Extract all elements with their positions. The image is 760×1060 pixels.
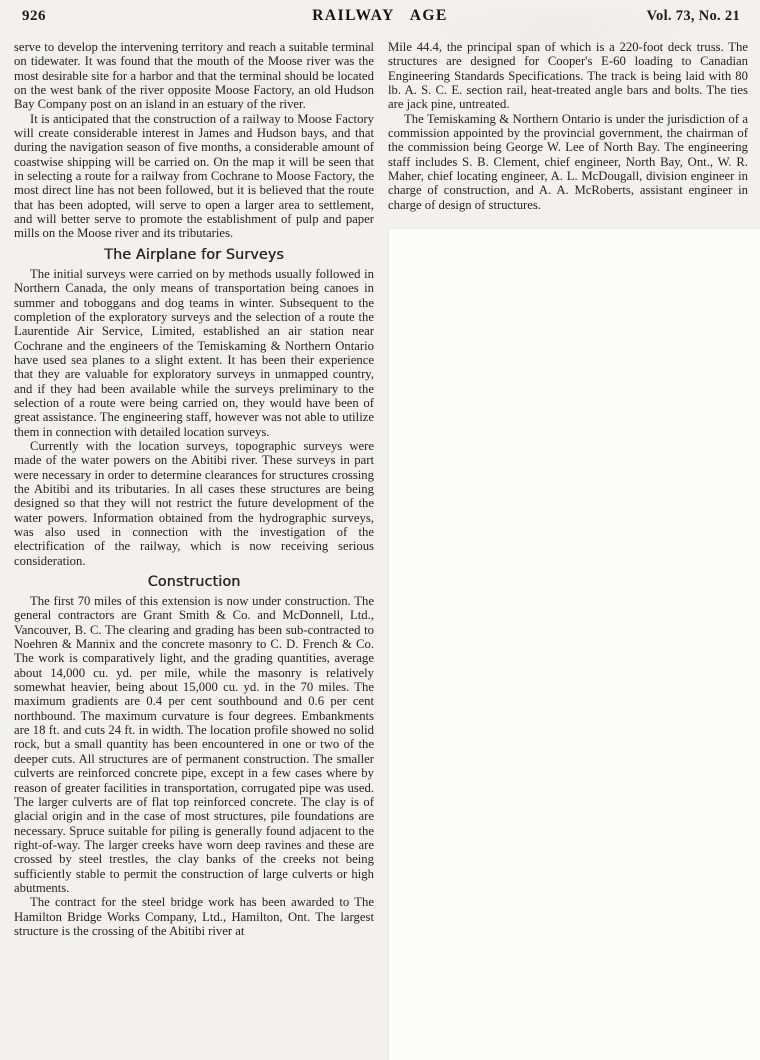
paragraph: The first 70 miles of this extension is now under construction. The general contractors are Grant Smith & Co. and McDonnell, Ltd., Vancouver, B. C. The clearing and grading has been sub-contracted to Noehren & Mannix and the concrete masonry to C. D. French & Co. The work is comparatively light, and the grading quantities, average about 14,000 cu. yd. per mile, while the masonry is relatively somewhat heavier, being about 15,000 cu. yd. in the 70 miles. The maximum gradients are 0.4 per cent southbound and 0.6 per cent northbound. The maximum curvature is four degrees. Embankments are 18 ft. and cuts 24 ft. in width. The location profile showed no solid rock, but a small quantity has been encountered in one or two of the deeper cuts. All structures are of permanent construction. The smaller culverts are reinforced concrete pipe, except in a few cases where by reason of greater facilities in transportation, corrugated pipe was used. The larger culverts are of flat top reinforced concrete. The clay is of glacial origin and in the case of most structures, pile foundations are necessary. Spruce suitable for piling is generally found adjacent to the right-of-way. The larger creeks have worn deep ravines and these are crossed by steel trestles, the clay banks of the creeks not being sufficiently stable to permit the construction of large culverts or high abutments.: [14, 594, 374, 895]
paragraph: The contract for the steel bridge work has been awarded to The Hamilton Bridge Works Company, Ltd., Hamilton, Ont. The largest structure is the crossing of the Abitibi river at: [14, 895, 374, 938]
section-heading-construction: Construction: [147, 574, 241, 591]
right-column: [388, 40, 748, 1052]
volume-issue: Vol. 73, No. 21: [646, 8, 740, 24]
left-column: [14, 40, 374, 1052]
journal-title: RAILWAY AGE: [312, 7, 448, 24]
paragraph: The initial surveys were carried on by methods usually followed in Northern Canada, the only means of transportation being canoes in summer and toboggans and dog teams in winter. Subsequent to the completion of the exploratory surveys and the selection of a route the Laurentide Air Service, Limited, established an air station near Cochrane and the engineers of the Temiskaming & Northern Ontario have used sea planes to a slight extent. It has been their experience that they are valuable for exploratory surveys in unmapped country, and if they had been available while the surveys preliminary to the selection of a route were being carried on, they would have been of great assistance. The engineering staff, however was not able to utilize them in connection with detailed location surveys.: [14, 266, 374, 439]
paragraph-continuation: serve to develop the intervening territory and reach a suitable terminal on tidewater. It was found that the mouth of the Moose river was the most desirable site for a harbor and that the terminal should be located on the west bank of the river opposite Moose Factory, an old Hudson Bay Company post on an island in an estuary of the river.: [14, 40, 374, 112]
page-number: 926: [22, 8, 46, 24]
section-heading-airplane-for-surveys: The Airplane for Surveys: [104, 246, 284, 263]
paragraph: Currently with the location surveys, topographic surveys were made of the water powers on the Abitibi river. These surveys in part were necessary in order to determine clearances for structures crossing the Abitibi and its tributaries. In all cases these structures are being designed so that they will not restrict the future development of the water powers. Information obtained from the hydrographic surveys, was also used in connection with the investigation of the electrification of the railway, which is now receiving serious consideration.: [14, 438, 374, 568]
paragraph: It is anticipated that the construction of a railway to Moose Factory will create considerable interest in James and Hudson bays, and that during the navigation season of five months, a considerable amount of coastwise shipping will be carried on. On the map it will be seen that in selecting a route for a railway from Cochrane to Moose Factory, the most direct line has not been followed, but it is believed that the route that has been adopted, will serve to open a larger area to settlement, and will better serve to promote the establishment of pulp and paper mills on the Moose river and its tributaries.: [14, 111, 374, 241]
paragraph-continuation: Mile 44.4, the principal span of which is a 220-foot deck truss. The structures are designed for Cooper's E-60 loading to Canadian Engineering Standards Specifications. The track is being laid with 80 lb. A. S. C. E. section rail, heat-treated angle bars and bolts. The ties are jack pine, untreated.: [388, 40, 748, 112]
paragraph: The Temiskaming & Northern Ontario is under the jurisdiction of a commission appointed by the provincial government, the chairman of the commission being George W. Lee of North Bay. The engineering staff includes S. B. Clement, chief engineer, North Bay, Ont., W. R. Maher, chief locating engineer, A. L. McDougall, division engineer in charge of construction, and A. A. McRoberts, assistant engineer in charge of design of structures.: [388, 111, 748, 212]
page-header: [0, 0, 760, 34]
blank-paper-area: [388, 228, 760, 1060]
two-column-text-area: [14, 40, 748, 1052]
